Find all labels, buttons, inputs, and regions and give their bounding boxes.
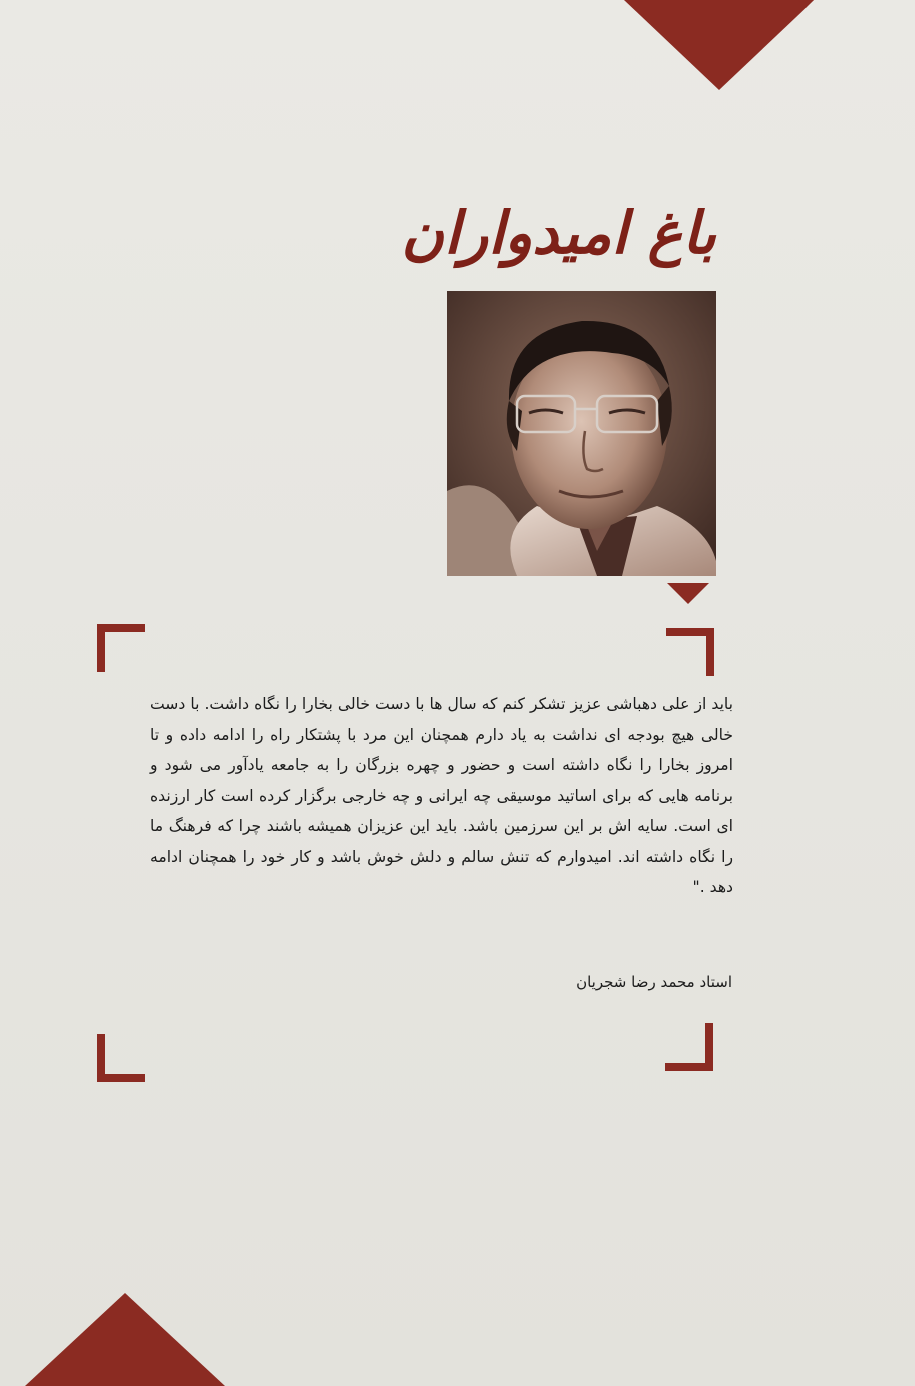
- frame-corner-top-left: [97, 624, 145, 672]
- quote-paragraph: باید از علی دهباشی عزیز تشکر کنم که سال ها با دست خالی بخارا را نگاه داشت. با دست خالی هیچ بودجه ای نداشت به یاد دارم همچنان این مرد با پشتکار راه را ادامه داده و تا امروز بخارا را نگاه داشته است و حضور و چهره بزرگان را به جامعه یادآور می شود و برنامه هایی که برای اساتید موسیقی چه ایرانی و چه خارجی برگزار کرده است کار ارزنده ای است. سایه اش بر این سرزمین باشد. باید این عزیزان همیشه باشند چرا که فرهنگ ما را نگاه داشته اند. امیدوارم که تنش سالم و دلش خوش باشد و کار خود را همچنان ادامه دهد .": [150, 695, 733, 896]
- portrait-photo-icon: [447, 291, 716, 576]
- frame-corner-bottom-left: [97, 1034, 145, 1082]
- quote-text: [150, 689, 733, 903]
- author-name: استاد محمد رضا شجریان: [576, 973, 732, 991]
- decorative-triangle-bottom: [25, 1293, 225, 1386]
- frame-corner-top-right: [666, 628, 714, 676]
- book-title: باغ امیدواران: [401, 199, 716, 267]
- decorative-triangle-corner: [798, 0, 814, 8]
- decorative-triangle-top: [624, 0, 814, 90]
- decorative-triangle-photo: [667, 583, 709, 604]
- author-portrait: [447, 291, 716, 576]
- frame-corner-bottom-right: [665, 1023, 713, 1071]
